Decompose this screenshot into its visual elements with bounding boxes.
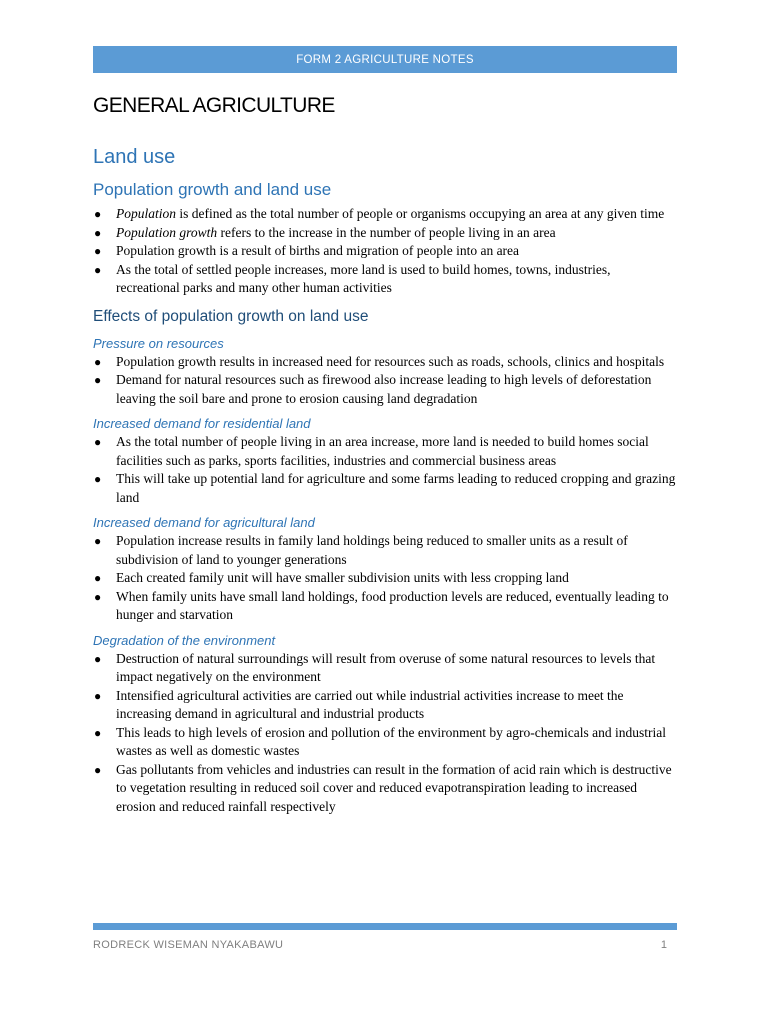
list-item — [93, 569, 677, 588]
list-item-text: Population growth results in increased need for resources such as roads, schools, clinics and hospitals — [116, 353, 665, 369]
bullet-icon: ● — [94, 688, 102, 703]
footer-author: RODRECK WISEMAN NYAKABAWU — [93, 939, 284, 951]
bullet-icon: ● — [94, 225, 102, 240]
effects-heading: Effects of population growth on land use — [93, 307, 369, 325]
list-item-text: Destruction of natural surroundings will result from overuse of some natural resources to levels that impact negatively on the environment — [116, 650, 656, 684]
bullet-icon: ● — [94, 472, 102, 486]
population-growth-list — [93, 205, 677, 298]
bullet-icon: ● — [94, 725, 102, 740]
section-heading-land-use: Land use — [93, 146, 176, 168]
term-population: Population — [116, 206, 176, 221]
bullet-icon: ● — [94, 534, 102, 548]
bullet-icon: ● — [94, 435, 102, 449]
list-item — [93, 588, 677, 625]
list-item-text: Demand for natural resources such as firewood also increase leading to high levels of deforestation leaving the soil bare and prone to erosion causing land degradation — [116, 372, 652, 406]
bullet-icon: ● — [94, 207, 102, 221]
bullet-icon: ● — [94, 571, 102, 585]
residential-land-list — [93, 433, 677, 507]
page-content — [93, 90, 677, 816]
list-item — [93, 353, 677, 372]
group-heading-agricultural-land: Increased demand for agricultural land — [93, 515, 315, 530]
agricultural-land-list — [93, 532, 677, 625]
footer-divider — [93, 923, 677, 930]
list-item-text: Intensified agricultural activities are carried out while industrial activities increase to meet the increasing demand in agricultural and industrial products — [116, 687, 624, 721]
list-item-text: Gas pollutants from vehicles and industries can result in the formation of acid rain which is destructive to vegetation resulting in reduced soil cover and reduced evapotranspiration leading to increased erosion and reduced rainfall respectively — [116, 761, 672, 814]
group-heading-residential-land: Increased demand for residential land — [93, 416, 311, 431]
list-item — [93, 761, 677, 817]
list-item — [93, 470, 677, 507]
term-population-growth: Population growth — [116, 224, 218, 240]
group-heading-pressure-on-resources: Pressure on resources — [93, 335, 224, 351]
list-item-text: As the total of settled people increases, more land is used to build homes, towns, industries, recreational parks and many other human activities — [116, 261, 611, 295]
page-header — [93, 46, 677, 73]
list-item-text: This will take up potential land for agriculture and some farms leading to reduced cropping and grazing land — [116, 471, 676, 505]
header-text: FORM 2 AGRICULTURE NOTES — [296, 53, 474, 66]
list-item — [93, 242, 677, 261]
list-item — [93, 532, 677, 569]
list-item — [93, 650, 677, 687]
list-item-text: refers to the increase in the number of people living in an area — [217, 224, 556, 240]
list-item — [93, 371, 677, 408]
list-item-text: is defined as the total number of people or organisms occupying an area at any given time — [176, 206, 665, 221]
bullet-icon: ● — [94, 651, 102, 666]
bullet-icon: ● — [94, 589, 102, 604]
subsection-heading-population-growth: Population growth and land use — [93, 180, 332, 199]
list-item-text: Each created family unit will have smaller subdivision units with less cropping land — [116, 570, 569, 585]
document-title: GENERAL AGRICULTURE — [93, 94, 335, 117]
bullet-icon: ● — [94, 354, 102, 369]
pressure-on-resources-list — [93, 353, 677, 409]
list-item — [93, 433, 677, 470]
list-item-text: As the total number of people living in an area increase, more land is needed to build homes social facilities such as parks, sports facilities, industries and commercial business areas — [116, 434, 649, 468]
group-heading-degradation: Degradation of the environment — [93, 632, 276, 648]
list-item — [93, 261, 677, 298]
list-item-text: Population growth is a result of births and migration of people into an area — [116, 243, 520, 258]
bullet-icon: ● — [94, 762, 102, 777]
list-item-text: Population increase results in family land holdings being reduced to smaller units as a result of subdivision of land to younger generations — [116, 533, 628, 567]
list-item — [93, 687, 677, 724]
list-item — [93, 205, 677, 224]
bullet-icon: ● — [94, 262, 102, 277]
degradation-list — [93, 650, 677, 817]
list-item-text: When family units have small land holdings, food production levels are reduced, eventually leading to hunger and starvation — [116, 588, 669, 622]
page-number: 1 — [660, 939, 667, 951]
list-item — [93, 724, 677, 761]
list-item — [93, 224, 677, 243]
bullet-icon: ● — [94, 244, 102, 258]
list-item-text: This leads to high levels of erosion and pollution of the environment by agro-chemicals and industrial wastes as well as domestic wastes — [116, 724, 666, 758]
bullet-icon: ● — [94, 373, 102, 387]
